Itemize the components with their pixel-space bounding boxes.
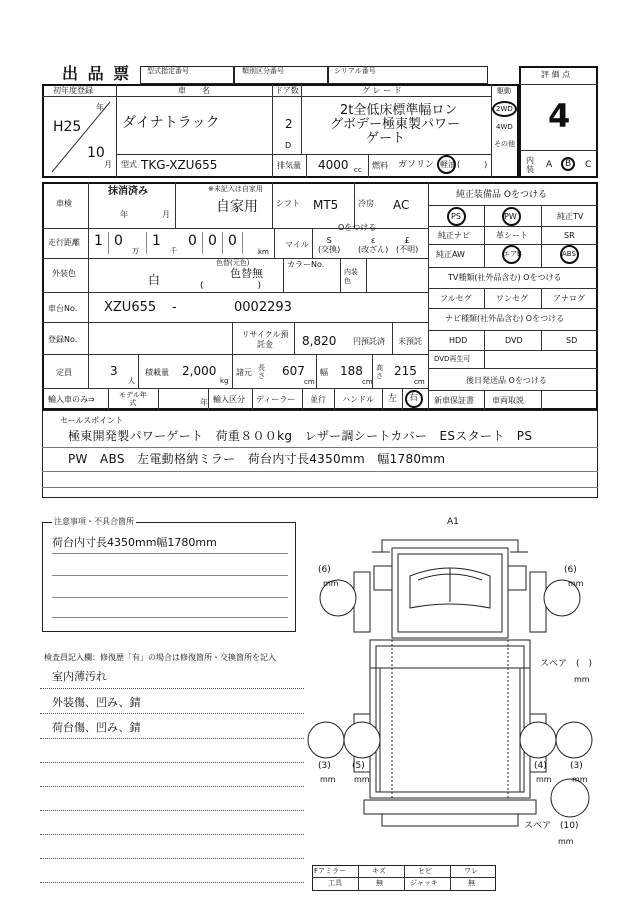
model-value: TKG-XZU655 <box>141 158 218 172</box>
width-label: 幅 <box>320 368 328 377</box>
mileage-digit-2: 0 <box>114 233 123 249</box>
displacement-value: 4000 <box>318 158 349 172</box>
chassis-dash: - <box>172 300 177 315</box>
mileage-digit-6: 0 <box>228 233 237 249</box>
tire-rr2-unit: mm <box>572 775 588 784</box>
fuel-diesel: 軽油 <box>440 160 456 169</box>
cc-unit: cc <box>354 166 362 174</box>
grade-line-1: 2t全低床標準幅ロン <box>340 103 458 118</box>
reg-no-label: 登録No. <box>48 335 78 344</box>
model-year-unit: 年 <box>200 398 208 407</box>
equip-ps: PS <box>451 212 461 221</box>
grade-line-2: グボデー極東製パワー <box>330 117 461 132</box>
drive-2wd: 2WD <box>496 105 513 113</box>
interior-c: C <box>585 160 592 170</box>
car-name-label: 車 名 <box>178 86 210 95</box>
displacement-label: 排気量 <box>277 161 301 170</box>
interior-a: A <box>546 160 553 170</box>
footer-header-4: ワレ <box>464 867 478 875</box>
fuel-label: 燃料 <box>372 161 388 170</box>
sen-unit: 千 <box>170 247 177 255</box>
tv-type-title: TV種類(社外品含む) Oをつける <box>448 273 562 282</box>
odometer-circle-note: Oをつける <box>338 223 377 232</box>
import-dealer: ディーラー <box>256 395 296 404</box>
notes-line-1: 荷台内寸長4350mm幅1780mm <box>52 536 217 549</box>
equip-abs: ABS <box>562 250 576 258</box>
length-unit: cm <box>304 378 315 386</box>
color-value: 白 <box>148 273 161 287</box>
handle-left: 左 <box>388 394 398 404</box>
mileage-label: 走行距離 <box>48 238 80 247</box>
chassis-label: 車台No. <box>48 304 78 313</box>
drive-label: 駆動 <box>497 87 511 95</box>
drive-other: その他 <box>494 140 515 148</box>
equip-aw: 純正AW <box>436 250 465 259</box>
spare2-depth: (10) <box>560 821 579 831</box>
import-parallel: 並行 <box>310 395 326 404</box>
footer-header-1: Fアミラー <box>314 867 347 875</box>
footer-cell-3: ジャッキ <box>410 879 438 887</box>
inspection-label: 車検 <box>56 199 72 208</box>
tire-rl1-depth: (3) <box>318 761 331 771</box>
tire-fl-unit: mm <box>323 579 339 588</box>
model-label: 型式 <box>121 160 137 169</box>
capacity-value: 3 <box>110 364 118 378</box>
width-value: 188 <box>340 364 363 378</box>
spare1-label: スペア <box>540 659 568 669</box>
doors-value: 2 <box>285 117 293 131</box>
equip-navi: 純正ナビ <box>438 231 470 240</box>
footer-header-2: キズ <box>372 867 386 875</box>
shift-label: シフト <box>276 199 300 208</box>
first-reg-label: 初年度登録 <box>53 86 93 95</box>
mileage-digit-1: 1 <box>94 233 103 249</box>
drive-4wd: 4WD <box>496 123 513 131</box>
recycle-value: 8,820 <box>302 334 337 348</box>
sales-point-line-1: 極東開発製パワーゲート 荷重８００kg レザー調シートカバー ESスタート PS <box>68 429 533 443</box>
truck-diagram <box>300 528 600 864</box>
navi-hdd: HDD <box>449 336 468 345</box>
interior-color-label: 内装色 <box>344 268 358 285</box>
spare1-unit: mm <box>574 675 590 684</box>
mileage-digit-4: 0 <box>188 233 197 249</box>
shift-value: MT5 <box>313 198 339 212</box>
height-unit: cm <box>414 378 425 386</box>
grade-line-3: ゲート <box>366 131 406 146</box>
form-title: 出 品 票 <box>62 64 132 83</box>
door-type: D <box>285 141 292 150</box>
color-no-label: カラーNo. <box>287 260 325 269</box>
mileage-digit-3: 1 <box>152 233 161 249</box>
height-label: 高さ <box>376 364 383 380</box>
interior-label: 内装 <box>526 156 534 174</box>
not-registered-note: ※未記入は自家用 <box>208 185 263 193</box>
equip-leather: 革シート <box>496 231 528 240</box>
mile-label: マイル <box>285 240 309 249</box>
odometer-unknown: £ (不明) <box>396 236 419 254</box>
model-year-label: モデル年式 <box>119 391 147 407</box>
load-value: 2,000 <box>182 364 217 378</box>
first-reg-month: 10 <box>87 145 105 161</box>
load-label: 積載量 <box>145 368 169 377</box>
navi-sd: SD <box>566 336 578 345</box>
month-unit: 月 <box>104 160 112 169</box>
tire-fr-depth: (6) <box>564 565 577 575</box>
color-paren: ( ) <box>200 281 262 291</box>
inspector-line-2: 外装傷、凹み、錆 <box>52 696 141 709</box>
tire-fl-depth: (6) <box>318 565 331 575</box>
length-value: 607 <box>282 364 305 378</box>
serial-label: シリアル番号 <box>334 67 376 75</box>
tv-analog: アナログ <box>553 294 585 303</box>
inspector-line-3: 荷台傷、凹み、錆 <box>52 721 141 734</box>
interior-b: B <box>565 159 572 169</box>
recycle-label: リサイクル預託金 <box>241 330 289 349</box>
odometer-exchanged: S (交換) <box>318 236 341 254</box>
odometer-tampered: ε (改ざん) <box>358 236 389 254</box>
tire-rl1-unit: mm <box>320 775 336 784</box>
chassis-prefix: XZU655 <box>104 300 157 315</box>
capacity-unit: 人 <box>128 377 135 385</box>
inspection-year-unit: 年 <box>120 210 128 219</box>
man-unit: 万 <box>132 247 139 255</box>
ac-value: AC <box>393 198 410 212</box>
car-name: ダイナトラック <box>122 115 220 131</box>
year-unit: 年 <box>96 103 104 112</box>
sales-point-label: セールスポイント <box>60 416 124 425</box>
km-unit: km <box>258 248 269 256</box>
usage-value: 自家用 <box>216 199 258 215</box>
footer-cell-2: 無 <box>376 879 383 887</box>
grade-label: グ レ ー ド <box>362 86 402 95</box>
tire-rr1-depth: (4) <box>534 761 547 771</box>
import-label: 輸入車のみ⇒ <box>48 395 95 404</box>
inspector-label: 検査員記入欄：修復歴「有」の場合は修復箇所・交換箇所を記入 <box>44 653 276 662</box>
model-cert-label: 型式指定番号 <box>147 67 189 75</box>
handle-right: 右 <box>409 393 419 403</box>
sales-point-line-2: PW ABS 左電動格納ミラー 荷台内寸長4350mm 幅1780mm <box>68 452 446 466</box>
first-reg-year: H25 <box>53 119 82 135</box>
recycle-unpaid: 未預託 <box>398 337 422 346</box>
tire-rl2-depth: (5) <box>352 761 365 771</box>
mileage-digit-5: 0 <box>208 233 217 249</box>
footer-header-3: ヒビ <box>418 867 432 875</box>
dvd-playback: DVD再生可 <box>434 355 471 363</box>
footer-cell-1: 工具 <box>328 879 342 887</box>
ac-label: 冷房 <box>358 199 374 208</box>
import-type-label: 輸入区分 <box>213 395 245 404</box>
navi-type-title: ナビ種類(社外品含む) Oをつける <box>445 314 565 323</box>
new-car-warranty: 新車保証書 <box>434 396 474 405</box>
tv-oneseg: ワンセグ <box>496 294 528 303</box>
spare2-unit: mm <box>558 837 574 846</box>
equip-airbag: エアB <box>503 250 522 258</box>
diagram-a1-label: A1 <box>447 517 459 527</box>
later-shipping-title: 後日発送品 Oをつける <box>466 376 547 385</box>
equip-tv: 純正TV <box>557 212 584 221</box>
capacity-label: 定員 <box>56 368 72 377</box>
color-change-value: 色替無 <box>230 267 263 280</box>
handle-label: ハンドル <box>342 395 374 404</box>
dims-label: 諸元 <box>236 368 252 377</box>
vehicle-manual: 車両取説 <box>492 396 524 405</box>
category-label: 類別区分番号 <box>242 67 284 75</box>
tire-fr-unit: mm <box>568 579 584 588</box>
chassis-number: 0002293 <box>234 300 292 315</box>
footer-cell-4: 無 <box>468 879 475 887</box>
recycle-paid: 円預託済 <box>353 337 385 346</box>
color-label: 外装色 <box>52 269 76 278</box>
length-label: 長さ <box>258 364 265 380</box>
load-unit: kg <box>220 377 229 385</box>
fuel-paren: ( ) <box>457 160 488 169</box>
spare2-label: スペア <box>524 821 552 831</box>
inspection-value: 抹消済み <box>108 186 148 197</box>
color-change-label: 色替(元色) <box>216 259 250 267</box>
genuine-equipment-title: 純正装備品 Oをつける <box>456 190 547 200</box>
doors-label: ドア数 <box>275 86 299 95</box>
inspection-month-unit: 月 <box>162 210 170 219</box>
score-value: 4 <box>548 97 571 135</box>
height-value: 215 <box>394 364 417 378</box>
inspector-line-1: 室内薄汚れ <box>52 670 107 683</box>
notes-label: 注意事項・不具合箇所 <box>54 517 134 526</box>
tire-rr1-unit: mm <box>536 775 552 784</box>
equip-pw: PW <box>504 212 517 221</box>
fuel-gasoline: ガソリン <box>398 160 435 170</box>
navi-dvd: DVD <box>505 336 523 345</box>
width-unit: cm <box>362 378 373 386</box>
spare1-depth: ( ) <box>576 659 593 669</box>
equip-sr: SR <box>564 231 575 240</box>
score-label: 評 価 点 <box>541 70 571 79</box>
tire-rr2-depth: (3) <box>570 761 583 771</box>
tire-rl2-unit: mm <box>354 775 370 784</box>
tv-fullseg: フルセグ <box>440 294 472 303</box>
